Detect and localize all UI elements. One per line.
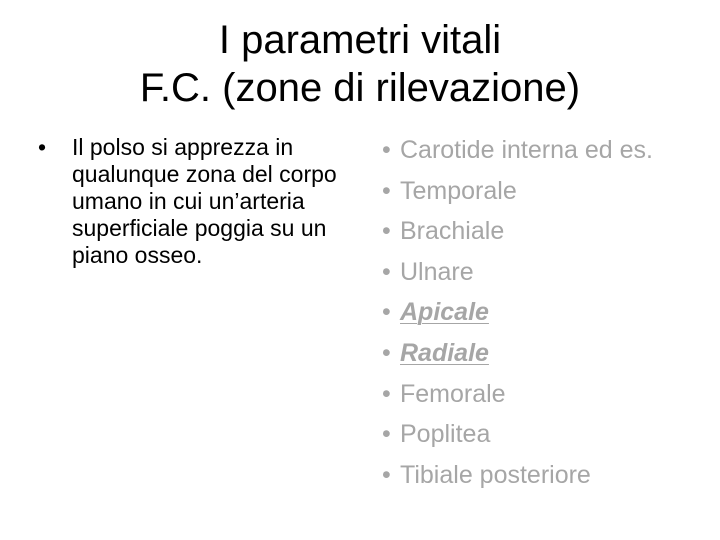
left-column <box>38 134 356 269</box>
list-item-femorale <box>382 374 702 415</box>
title-line-1: I parametri vitali <box>218 18 502 62</box>
list-item-carotide <box>382 130 702 171</box>
list-item-label: Radiale <box>400 338 489 367</box>
bullet-icon: • <box>382 298 391 327</box>
list-item-ulnare <box>382 252 702 293</box>
left-bullet-text: Il polso si apprezza in qualunque zona del corpo umano in cui un’arteria superficiale poggia su un piano osseo. <box>72 134 337 268</box>
list-item-radiale <box>382 333 702 374</box>
list-item-label: Carotide interna ed es. <box>400 136 653 164</box>
pulse-sites-list <box>382 130 702 495</box>
title-line-2: F.C. (zone di rilevazione) <box>139 66 581 110</box>
bullet-icon: • <box>382 217 391 246</box>
bullet-icon: • <box>382 136 391 164</box>
list-item-label: Ulnare <box>400 257 474 286</box>
bullet-icon: • <box>382 176 391 205</box>
bullet-icon: • <box>382 338 391 367</box>
list-item-apicale <box>382 292 702 333</box>
list-item-label: Apicale <box>400 298 489 327</box>
list-item-poplitea <box>382 414 702 455</box>
list-item-label: Poplitea <box>400 420 491 449</box>
list-item-label: Temporale <box>400 176 517 205</box>
list-item-tibiale-posteriore <box>382 455 702 496</box>
left-bullet-item <box>38 134 356 269</box>
bullet-icon: • <box>38 134 47 160</box>
list-item-label: Tibiale posteriore <box>400 460 591 489</box>
list-item-label: Femorale <box>400 379 506 408</box>
list-item-temporale <box>382 171 702 212</box>
bullet-icon: • <box>382 460 391 489</box>
bullet-icon: • <box>382 420 391 449</box>
slide-title <box>0 16 720 112</box>
bullet-icon: • <box>382 257 391 286</box>
bullet-icon: • <box>382 379 391 408</box>
list-item-brachiale <box>382 211 702 252</box>
list-item-label: Brachiale <box>400 217 505 246</box>
